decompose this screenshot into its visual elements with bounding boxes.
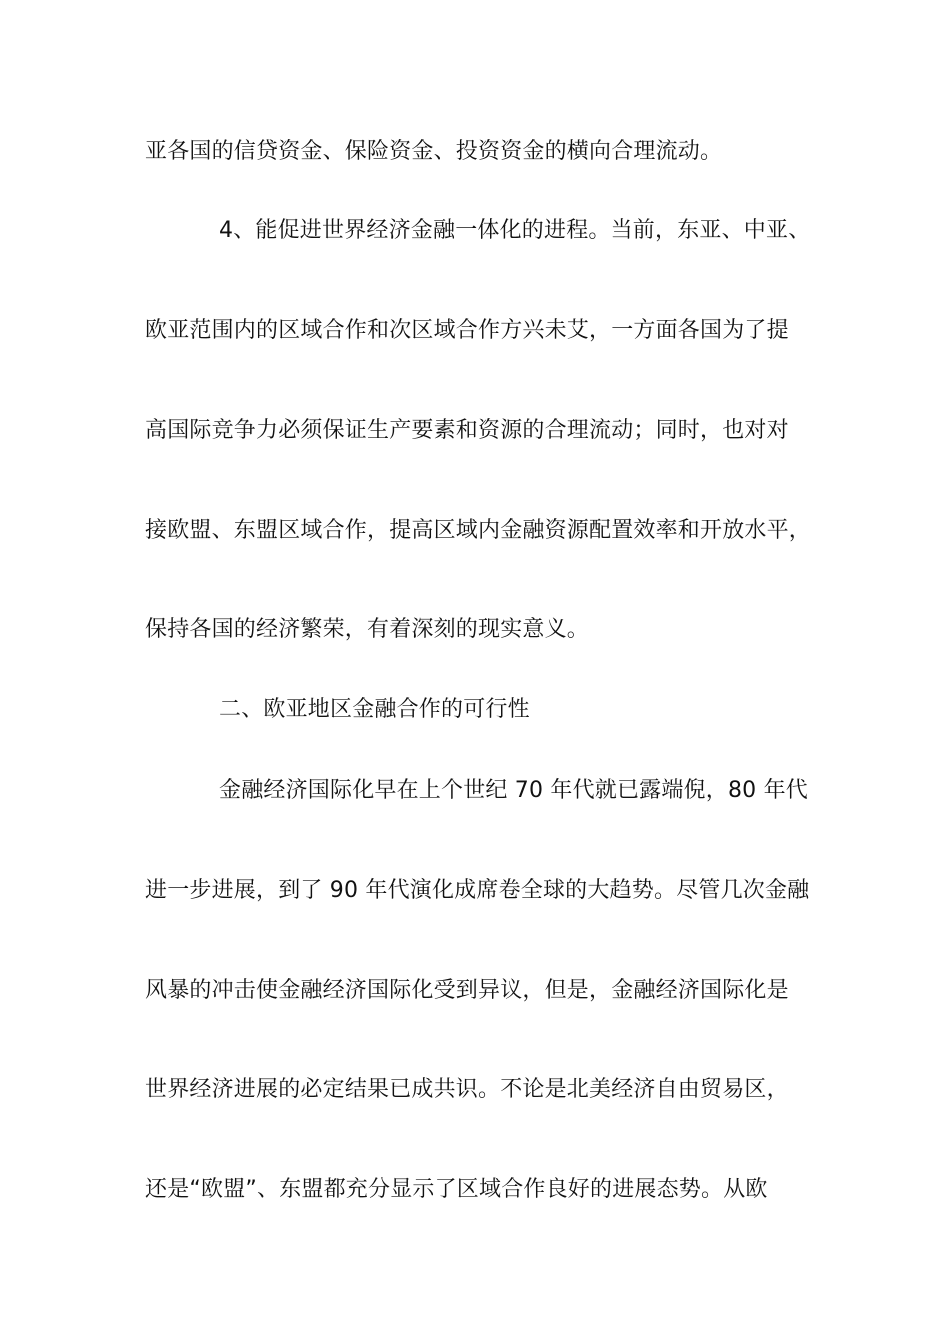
paragraph-line-10: 风暴的冲击使金融经济国际化受到异议，但是，金融经济国际化是 — [145, 978, 789, 1003]
paragraph-line-4: 高国际竞争力必须保证生产要素和资源的合理流动；同时，也对对 — [145, 418, 789, 443]
paragraph-line-11: 世界经济进展的必定结果已成共识。不论是北美经济自由贸易区， — [145, 1077, 789, 1102]
paragraph-line-1: 亚各国的信贷资金、保险资金、投资资金的横向合理流动。 — [145, 139, 723, 164]
paragraph-line-3: 欧亚范围内的区域合作和次区域合作方兴未艾，一方面各国为了提 — [145, 318, 789, 343]
paragraph-line-2: 4、能促进世界经济金融一体化的进程。当前，东亚、中亚、 — [219, 218, 811, 243]
paragraph-line-9: 进一步进展，到了 90 年代演化成席卷全球的大趋势。尽管几次金融 — [145, 878, 810, 903]
paragraph-line-6: 保持各国的经济繁荣，有着深刻的现实意义。 — [145, 617, 590, 642]
section-heading: 二、欧亚地区金融合作的可行性 — [219, 697, 530, 722]
paragraph-line-8: 金融经济国际化早在上个世纪 70 年代就已露端倪，80 年代 — [219, 778, 808, 803]
paragraph-line-12: 还是“欧盟”、东盟都充分显示了区域合作良好的进展态势。从欧 — [145, 1177, 768, 1202]
paragraph-line-5: 接欧盟、东盟区域合作，提高区域内金融资源配置效率和开放水平， — [145, 518, 812, 543]
